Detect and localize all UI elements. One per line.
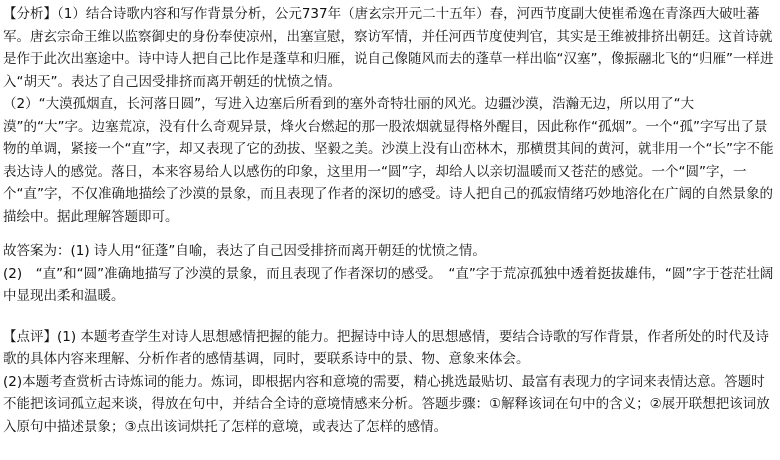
- answer-line-1: 故答案为：(1) 诗人用“征蓬”自喻，表达了自己因受排挤而离开朝廷的忧愤之情。: [3, 243, 486, 259]
- answer-explanation-document: [3, 3, 777, 438]
- answer-line-2: (2) “直”和“圆”准确地描写了沙漠的景象，而且表现了作者深切的感受。 “直”字于荒凉孤独中透着挺拔雄伟，“圆”字于苍茫壮阔中显现出柔和温暖。: [3, 265, 774, 304]
- analysis-paragraph-2: （2）“大漠孤烟直，长河落日圆”，写进入边塞后所看到的塞外奇特壮丽的风光。边疆沙漠，浩瀚无边，所以用了“大漠”的“大”字。边塞荒凉，没有什么奇观异景，烽火台燃起的那一股浓烟就显得格外醒目，因此称作“孤烟”。一个“孤”字写出了景物的单调，紧接一个“直”字，却又表现了它的劲拔、坚毅之美。沙漠上没有山峦林木，那横贯其间的黄河，就非用一个“长”字不能表达诗人的感觉。落日，本来容易给人以感伤的印象，这里用一“圆”字，却给人以亲切温暖而又苍茫的感觉。一个“圆”字，一个“直”字，不仅准确地描绘了沙漠的景象，而且表现了作者的深切的感受。诗人把自己的孤寂情绪巧妙地溶化在广阔的自然景象的描绘中。据此理解答题即可。: [3, 96, 774, 225]
- analysis-paragraph-1: 【分析】（1）结合诗歌内容和写作背景分析，公元737年（唐玄宗开元二十五年）春，河西节度副大使崔希逸在青涤西大破吐蕃军。唐玄宗命王维以监察御史的身份奉使凉州，出塞宣慰，察访军情，并任河西节度使判官，其实是王维被排挤出朝廷。这首诗就是作于此次出塞途中。诗中诗人把自己比作是蓬草和归雁，说自己像随风而去的蓬草一样出临“汉塞”，像振翮北飞的“归雁”一样进入“胡天”。表达了自己因受排挤而离开朝廷的忧愤之情。: [3, 6, 774, 90]
- section-spacer: [3, 308, 777, 326]
- comment-paragraph-1: 【点评】(1) 本题考查学生对诗人思想感情把握的能力。把握诗中诗人的思想感情，要结合诗歌的写作背景，作者所处的时代及诗歌的具体内容来理解、分析作者的感情基调，同时，要联系诗中的景、物、意象来体会。: [3, 328, 769, 367]
- comment-paragraph-2: (2)本题考查赏析古诗炼词的能力。炼词，即根据内容和意境的需要，精心挑选最贴切、最富有表现力的字词来表情达意。答题时不能把该词孤立起来谈，得放在句中，并结合全诗的意境情感来分析。答题步骤：①解释该词在句中的含义；②展开联想把该词放入原句中描述景象；③点出该词烘托了怎样的意境，或表达了怎样的感情。: [3, 373, 770, 435]
- section-spacer: [3, 228, 777, 240]
